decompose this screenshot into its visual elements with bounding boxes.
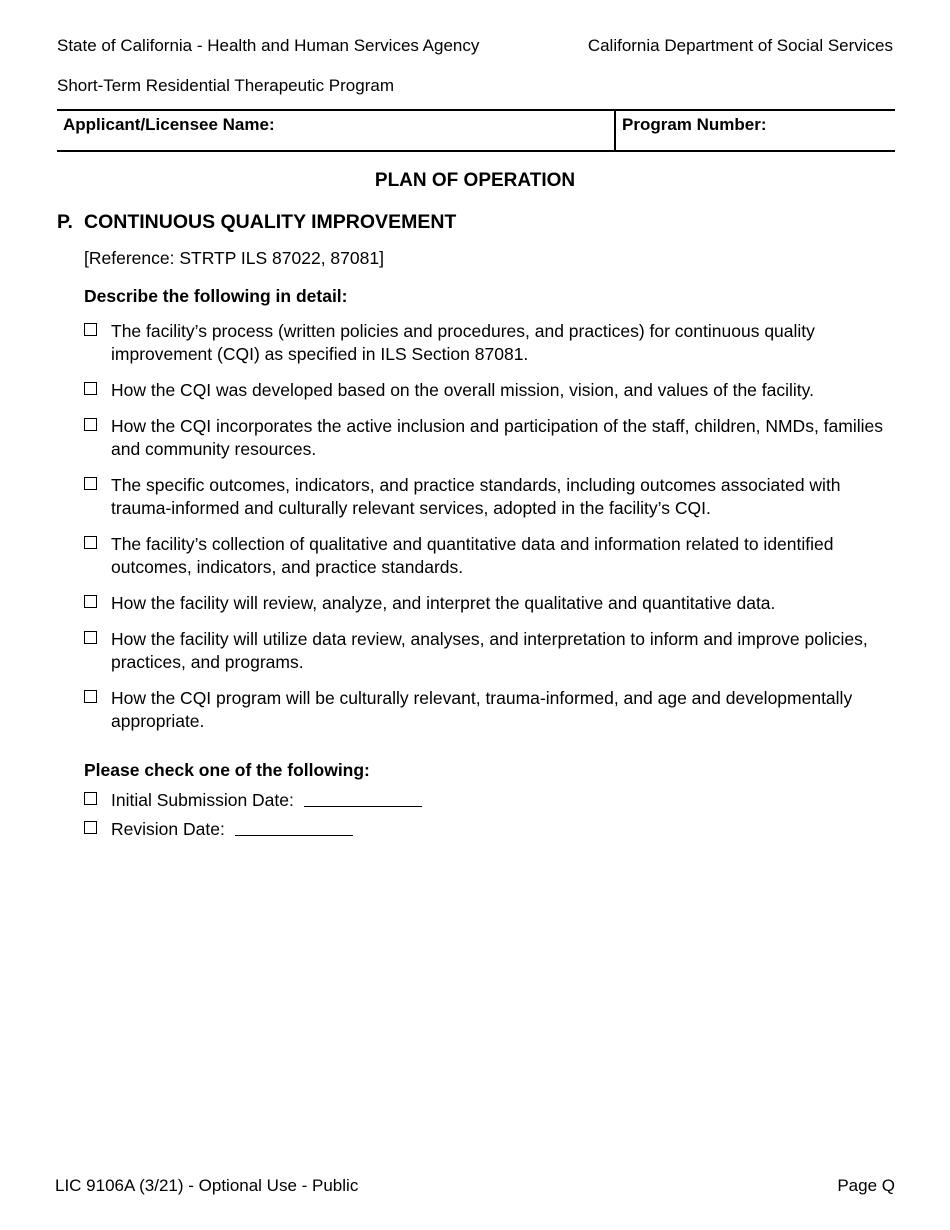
agency-header: State of California - Health and Human Services Agency (57, 36, 480, 55)
program-type-header: Short-Term Residential Therapeutic Program (57, 76, 394, 95)
checkbox[interactable] (84, 418, 97, 431)
revision-checkbox[interactable] (84, 821, 97, 834)
form-id: LIC 9106A (3/21) - Optional Use - Public (55, 1176, 359, 1195)
initial-submission-checkbox[interactable] (84, 792, 97, 805)
list-item (84, 415, 894, 461)
list-item-text: How the facility will utilize data review, analyses, and interpretation to inform and improve policies, practices, and programs. (111, 629, 868, 672)
describe-label: Describe the following in detail: (84, 286, 348, 306)
list-item-text: The facility’s process (written policies and procedures, and practices) for continuous quality improvement (CQI) as specified in ILS Section 87081. (111, 321, 815, 364)
list-item (84, 592, 894, 615)
reference-text: [Reference: STRTP ILS 87022, 87081] (84, 248, 384, 268)
section-title: CONTINUOUS QUALITY IMPROVEMENT (84, 211, 457, 233)
check-one-label: Please check one of the following: (84, 760, 370, 780)
list-item-text: How the facility will review, analyze, and interpret the qualitative and quantitative data. (111, 593, 776, 613)
list-item (84, 474, 894, 520)
section-heading (57, 211, 456, 234)
initial-submission-row (84, 789, 422, 812)
list-item (84, 379, 894, 402)
requirements-list (84, 320, 894, 746)
list-item-text: How the CQI program will be culturally relevant, trauma-informed, and age and developmentally appropriate. (111, 688, 853, 731)
list-item (84, 320, 894, 366)
page-number: Page Q (837, 1176, 895, 1195)
initial-submission-label: Initial Submission Date: (111, 790, 294, 810)
initial-submission-date-field[interactable] (304, 789, 422, 807)
list-item-text: How the CQI was developed based on the overall mission, vision, and values of the facility. (111, 380, 814, 400)
checkbox[interactable] (84, 595, 97, 608)
applicant-name-label: Applicant/Licensee Name: (63, 115, 275, 134)
revision-date-field[interactable] (235, 818, 353, 836)
list-item-text: How the CQI incorporates the active inclusion and participation of the staff, children, NMDs, families and community resources. (111, 416, 883, 459)
checkbox[interactable] (84, 323, 97, 336)
program-number-label: Program Number: (622, 115, 767, 134)
applicant-name-field[interactable] (57, 111, 616, 150)
revision-row (84, 818, 353, 841)
checkbox[interactable] (84, 690, 97, 703)
section-letter: P. (57, 211, 73, 233)
checkbox[interactable] (84, 477, 97, 490)
checkbox[interactable] (84, 382, 97, 395)
list-item-text: The specific outcomes, indicators, and practice standards, including outcomes associated with trauma-informed and culturally relevant services, adopted in the facility’s CQI. (111, 475, 841, 518)
program-number-field[interactable] (616, 111, 895, 150)
department-header: California Department of Social Services (587, 36, 893, 55)
checkbox[interactable] (84, 631, 97, 644)
list-item (84, 687, 894, 733)
page-title: PLAN OF OPERATION (374, 170, 576, 191)
list-item (84, 533, 894, 579)
applicant-info-table (57, 109, 895, 152)
checkbox[interactable] (84, 536, 97, 549)
list-item (84, 628, 894, 674)
list-item-text: The facility’s collection of qualitative and quantitative data and information related to identified outcomes, indicators, and practice standards. (111, 534, 834, 577)
revision-label: Revision Date: (111, 819, 225, 839)
